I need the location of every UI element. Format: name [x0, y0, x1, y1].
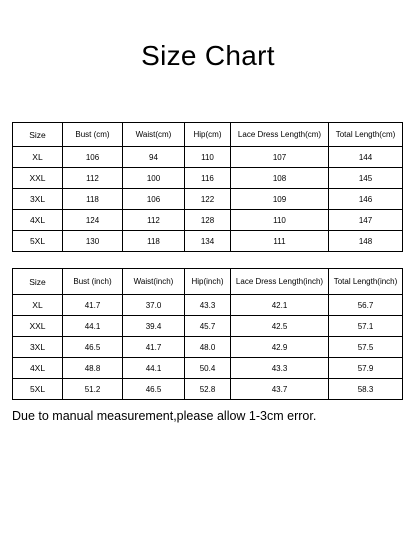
table-cell: 48.8 — [63, 358, 123, 379]
header-cell: Hip(cm) — [185, 123, 231, 147]
table-row — [13, 295, 403, 316]
table-cell: 45.7 — [185, 316, 231, 337]
table-cell: XXL — [13, 316, 63, 337]
table-cell: 57.5 — [329, 337, 403, 358]
table-cell: 116 — [185, 168, 231, 189]
table-cell: 42.9 — [231, 337, 329, 358]
table-row — [13, 168, 403, 189]
table-cell: 118 — [63, 189, 123, 210]
size-table-cm — [12, 122, 403, 252]
table-cell: 106 — [63, 147, 123, 168]
table-row — [13, 358, 403, 379]
table-cell: 43.3 — [231, 358, 329, 379]
table-cell: 100 — [123, 168, 185, 189]
table-cell: 39.4 — [123, 316, 185, 337]
header-cell: Lace Dress Length(cm) — [231, 123, 329, 147]
table-cell: 146 — [329, 189, 403, 210]
table-cell: 148 — [329, 231, 403, 252]
header-cell: Bust (inch) — [63, 269, 123, 295]
table-cell: 111 — [231, 231, 329, 252]
table-cell: 112 — [123, 210, 185, 231]
header-cell: Waist(inch) — [123, 269, 185, 295]
header-cell: Hip(inch) — [185, 269, 231, 295]
table-cell: 43.3 — [185, 295, 231, 316]
table-cell: 94 — [123, 147, 185, 168]
table-cell: 43.7 — [231, 379, 329, 400]
table-cell: 128 — [185, 210, 231, 231]
table-cell: 130 — [63, 231, 123, 252]
table-row — [13, 189, 403, 210]
header-cell: Total Length(cm) — [329, 123, 403, 147]
table-cell: 144 — [329, 147, 403, 168]
table-cell: 37.0 — [123, 295, 185, 316]
page-title: Size Chart — [141, 40, 275, 71]
table-cell: 58.3 — [329, 379, 403, 400]
table-cell: 57.9 — [329, 358, 403, 379]
table-cell: 57.1 — [329, 316, 403, 337]
table-row — [13, 210, 403, 231]
table-header-row — [13, 123, 403, 147]
table-cell: 145 — [329, 168, 403, 189]
header-cell: Lace Dress Length(inch) — [231, 269, 329, 295]
table-cell: 51.2 — [63, 379, 123, 400]
table-cell: 5XL — [13, 379, 63, 400]
table-cell: 3XL — [13, 189, 63, 210]
table-cell: 44.1 — [123, 358, 185, 379]
table-cell: 118 — [123, 231, 185, 252]
table-cell: 4XL — [13, 210, 63, 231]
header-cell: Waist(cm) — [123, 123, 185, 147]
header-cell: Total Length(inch) — [329, 269, 403, 295]
table-cell: 48.0 — [185, 337, 231, 358]
table-cell: 44.1 — [63, 316, 123, 337]
table-cell: 46.5 — [123, 379, 185, 400]
measurement-note: Due to manual measurement,please allow 1-3cm error. — [12, 409, 317, 423]
table-cell: 56.7 — [329, 295, 403, 316]
table-cell: 4XL — [13, 358, 63, 379]
header-cell: Size — [13, 123, 63, 147]
size-table-inch — [12, 268, 403, 400]
table-cell: 41.7 — [123, 337, 185, 358]
table-cell: 110 — [185, 147, 231, 168]
table-cell: 107 — [231, 147, 329, 168]
table-cell: 109 — [231, 189, 329, 210]
table-cell: 147 — [329, 210, 403, 231]
table-cell: 50.4 — [185, 358, 231, 379]
table-cell: 42.1 — [231, 295, 329, 316]
table-cell: 108 — [231, 168, 329, 189]
header-cell: Size — [13, 269, 63, 295]
table-cell: XXL — [13, 168, 63, 189]
table-cell: 134 — [185, 231, 231, 252]
table-row — [13, 316, 403, 337]
table-cell: 122 — [185, 189, 231, 210]
table-cell: XL — [13, 295, 63, 316]
table-cell: 52.8 — [185, 379, 231, 400]
table-cell: 46.5 — [63, 337, 123, 358]
table-cell: 110 — [231, 210, 329, 231]
table-cell: 5XL — [13, 231, 63, 252]
table-row — [13, 379, 403, 400]
table-cell: 112 — [63, 168, 123, 189]
table-cell: XL — [13, 147, 63, 168]
table-row — [13, 337, 403, 358]
table-row — [13, 147, 403, 168]
header-cell: Bust (cm) — [63, 123, 123, 147]
table-cell: 106 — [123, 189, 185, 210]
table-header-row — [13, 269, 403, 295]
table-cell: 3XL — [13, 337, 63, 358]
table-cell: 124 — [63, 210, 123, 231]
table-row — [13, 231, 403, 252]
table-cell: 42.5 — [231, 316, 329, 337]
table-cell: 41.7 — [63, 295, 123, 316]
